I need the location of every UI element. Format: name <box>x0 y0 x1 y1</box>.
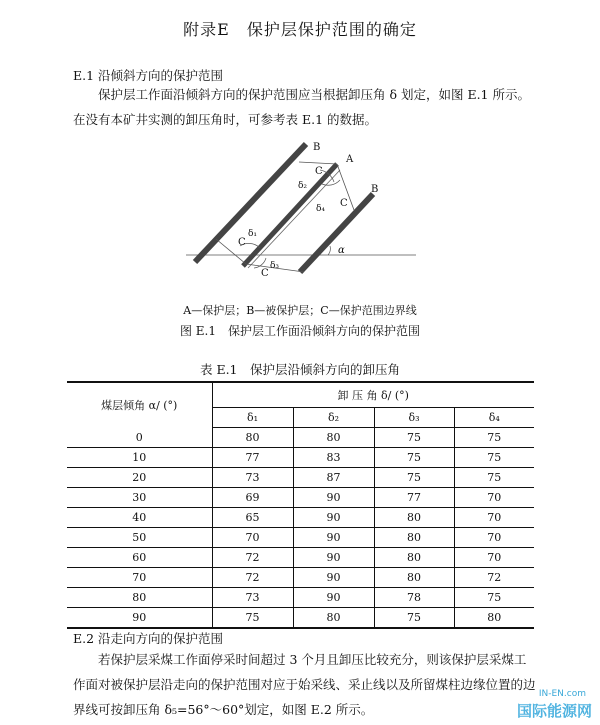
table-row <box>67 588 534 608</box>
table-cell: 80 <box>67 588 212 608</box>
table-cell: 90 <box>293 508 374 528</box>
table-cell: 75 <box>487 431 502 444</box>
table-cell: 83 <box>293 448 374 468</box>
header-relief-angle: 卸 压 角 δ/ (°) <box>337 389 409 402</box>
table-cell: 40 <box>67 508 212 528</box>
lower-protected-seam <box>300 194 373 272</box>
label-c: C <box>238 237 246 248</box>
section-heading-e2: E.2 沿走向方向的保护范围 <box>73 631 224 646</box>
seam-outline <box>248 170 340 268</box>
table-cell: 90 <box>293 588 374 608</box>
table-cell: 80 <box>374 528 454 548</box>
table-row <box>67 448 534 468</box>
boundary-line-c3 <box>299 162 337 164</box>
table-row <box>67 488 534 508</box>
table-row <box>67 568 534 588</box>
label-delta3: δ₃ <box>270 261 280 271</box>
table-cell: 70 <box>487 531 502 544</box>
table-cell: 90 <box>293 568 374 588</box>
label-a: A <box>346 154 354 165</box>
figure-legend: A—保护层；B—被保护层；C—保护范围边界线 <box>183 304 417 317</box>
header-delta4: δ₄ <box>454 408 534 428</box>
table-cell: 80 <box>374 508 454 528</box>
section-paragraph-e1: 保护层工作面沿倾斜方向的保护范围应当根据卸压角 δ 划定，如图 E.1 所示。在没有本矿井实测的卸压角时，可参考表 E.1 的数据。 <box>73 87 530 127</box>
label-alpha: α <box>338 245 345 256</box>
upper-protected-seam <box>195 144 306 262</box>
table-cell: 75 <box>212 608 293 629</box>
table-cell: 80 <box>487 611 502 624</box>
header-delta3: δ₃ <box>374 408 454 428</box>
table-cell: 72 <box>487 571 502 584</box>
table-cell: 73 <box>212 468 293 488</box>
figure-e1-diagram <box>180 140 420 282</box>
label-delta2: δ₂ <box>298 181 308 191</box>
table-cell: 70 <box>487 551 502 564</box>
table-cell: 87 <box>293 468 374 488</box>
table-cell: 80 <box>374 568 454 588</box>
table-cell: 75 <box>374 468 454 488</box>
table-cell: 80 <box>374 548 454 568</box>
table-row <box>67 548 534 568</box>
table-cell: 20 <box>67 468 212 488</box>
table-cell: 70 <box>487 491 502 504</box>
table-cell: 70 <box>212 528 293 548</box>
label-c: C <box>261 268 269 279</box>
table-cell: 80 <box>293 608 374 629</box>
table-cell: 78 <box>374 588 454 608</box>
table-cell: 50 <box>67 528 212 548</box>
table-cell: 77 <box>374 488 454 508</box>
table-cell: 73 <box>212 588 293 608</box>
table-cell: 90 <box>293 488 374 508</box>
table-row <box>67 508 534 528</box>
table-cell: 77 <box>212 448 293 468</box>
table-cell: 70 <box>67 568 212 588</box>
table-cell: 65 <box>212 508 293 528</box>
header-seam-angle: 煤层倾角 α/ (°) <box>67 382 212 428</box>
table-cell: 30 <box>67 488 212 508</box>
watermark-logo <box>482 689 592 721</box>
watermark-url: IN-EN.com <box>538 689 586 699</box>
table-cell: 72 <box>212 568 293 588</box>
table-cell: 75 <box>487 451 502 464</box>
label-b-upper: B <box>313 142 321 153</box>
label-b-lower: B <box>371 184 379 195</box>
table-row <box>67 468 534 488</box>
table-cell: 75 <box>374 608 454 629</box>
table-cell: 75 <box>374 428 454 448</box>
alpha-arc <box>328 246 330 255</box>
label-delta1: δ₁ <box>248 229 258 239</box>
table-cell: 80 <box>212 428 293 448</box>
label-c: C <box>340 198 348 209</box>
section-paragraph-e2: 若保护层采煤工作面停采时间超过 3 个月且卸压比较充分，则该保护层采煤工作面对被保护层沿走向的保护范围对应于始采线、采止线以及所留煤柱边缘位置的边界线可按卸压角 δ₅=56°～60°划定，如图 E.2 所示。 <box>73 652 536 717</box>
table-cell: 90 <box>67 608 212 629</box>
header-delta2: δ₂ <box>293 408 374 428</box>
table-row <box>67 428 534 448</box>
section-heading-e1: E.1 沿倾斜方向的保护范围 <box>73 68 224 83</box>
table-cell: 75 <box>487 591 502 604</box>
table-cell: 90 <box>293 548 374 568</box>
table-cell: 75 <box>374 448 454 468</box>
table-cell: 72 <box>212 548 293 568</box>
table-cell: 75 <box>487 471 502 484</box>
table-title: 表 E.1 保护层沿倾斜方向的卸压角 <box>199 362 401 377</box>
table-cell: 70 <box>487 511 502 524</box>
table-row <box>67 608 534 629</box>
table-cell: 0 <box>67 428 212 448</box>
watermark-name: 国际能源网 <box>516 702 592 720</box>
table-cell: 90 <box>293 528 374 548</box>
figure-caption: 图 E.1 保护层工作面沿倾斜方向的保护范围 <box>179 324 421 338</box>
label-delta4: δ₄ <box>316 204 326 214</box>
figure-e1 <box>180 140 420 282</box>
table-cell: 80 <box>293 428 374 448</box>
dip-angle-table <box>67 381 534 629</box>
table-cell: 69 <box>212 488 293 508</box>
table-row <box>67 528 534 548</box>
label-c: C <box>315 166 323 177</box>
header-delta1: δ₁ <box>212 408 293 428</box>
table-cell: 10 <box>67 448 212 468</box>
page-title: 附录E 保护层保护范围的确定 <box>183 20 417 39</box>
table-cell: 60 <box>67 548 212 568</box>
